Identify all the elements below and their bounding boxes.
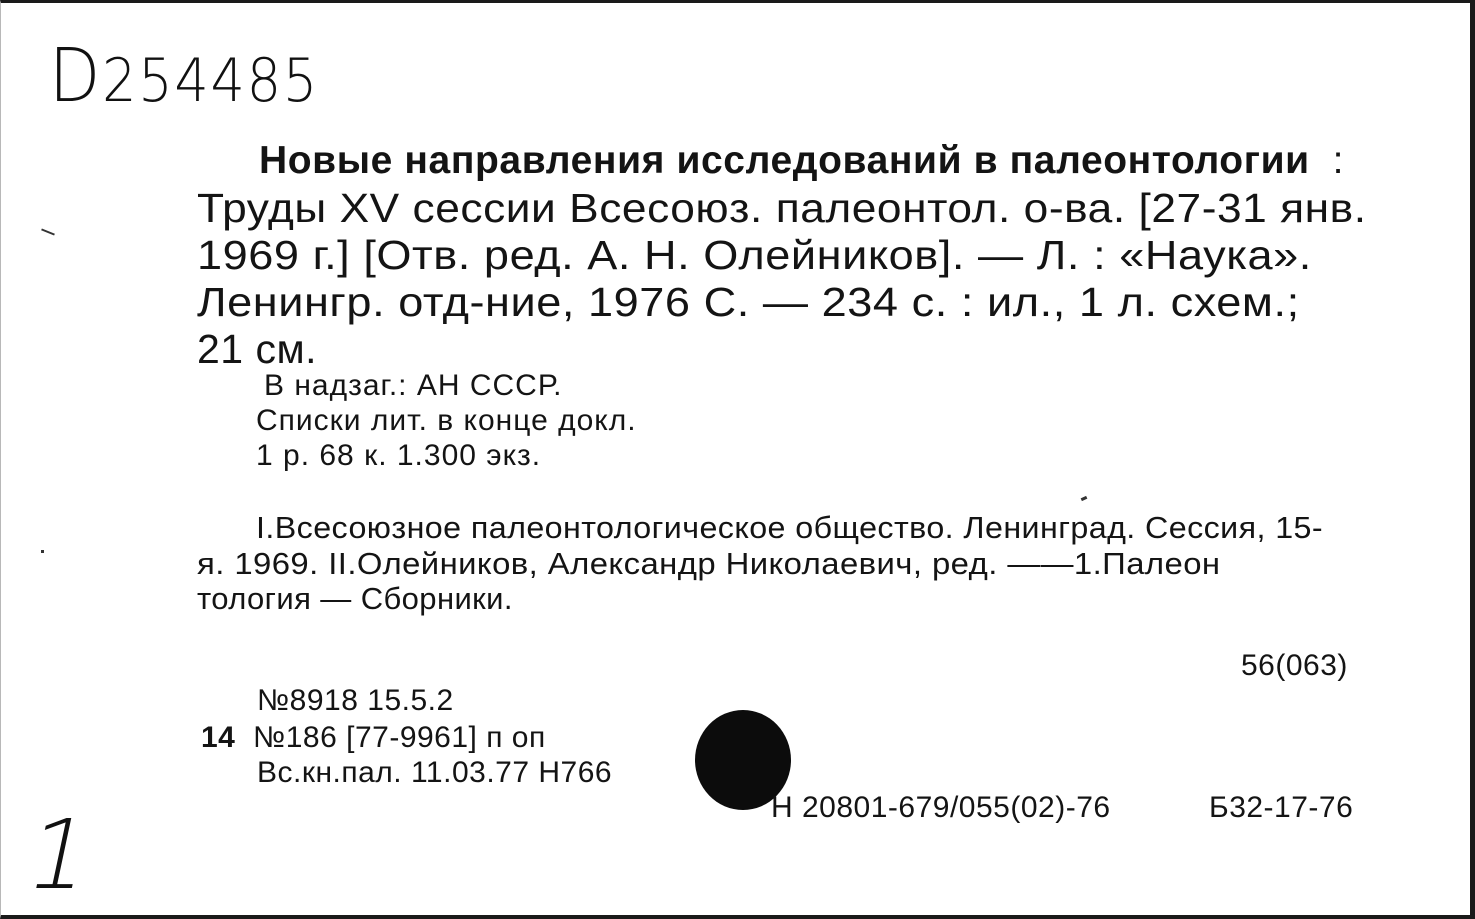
entry-line-3: 1969 г.] [Отв. ред. А. Н. Олейников]. — Л. : «Наука». xyxy=(197,232,1312,278)
tracing-line-2: я. 1969. II.Олейников, Александр Николаевич, ред. ——1.Палеон xyxy=(197,546,1221,581)
plan-code: Б32-17-76 xyxy=(1209,791,1354,824)
stray-mark xyxy=(41,550,44,553)
publisher-index: Н 20801-679/055(02)-76 xyxy=(771,791,1111,824)
handwritten-copy-number: 1 xyxy=(17,799,104,911)
catalog-line-1: №8918 15.5.2 xyxy=(257,684,454,717)
classification-number: 56(063) xyxy=(1241,649,1348,682)
entry-line-4: Ленингр. отд-ние, 1976 С. — 234 с. : ил., 1 л. схем.; xyxy=(197,279,1300,325)
tracing-line-1: I.Всесоюзное палеонтологическое общество. Ленинград. Сессия, 15- xyxy=(256,510,1324,545)
entry-line-2: Труды XV сессии Всесоюз. палеонтол. о-ва. [27-31 янв. xyxy=(197,185,1367,231)
tracing-line-3: тология — Сборники. xyxy=(197,581,513,616)
catalog-line-3: Вс.кн.пал. 11.03.77 Н766 xyxy=(257,756,613,789)
note-bibliography: Списки лит. в конце докл. xyxy=(256,404,637,437)
handwritten-accession-number: D254485 xyxy=(49,33,320,119)
catalog-line-2: 14 №186 [77-9961] п оп xyxy=(201,721,546,754)
stray-mark xyxy=(41,228,55,235)
stray-mark xyxy=(1081,496,1088,501)
entry-line-5: 21 см. xyxy=(197,326,318,372)
note-sponsor: В надзаг.: АН СССР. xyxy=(264,369,563,402)
note-price-print-run: 1 р. 68 к. 1.300 экз. xyxy=(256,439,542,472)
book-title: Новые направления исследований в палеонтологии : xyxy=(259,139,1345,182)
